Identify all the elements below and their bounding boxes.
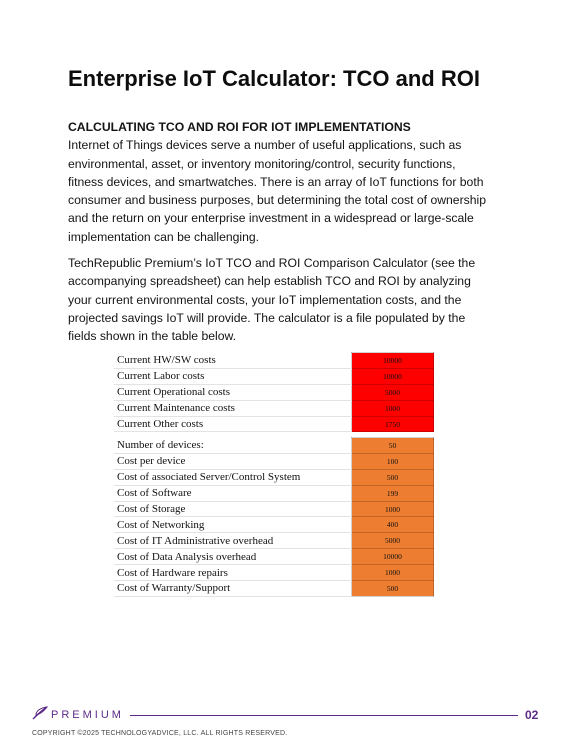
row-label: Current Maintenance costs bbox=[114, 400, 352, 416]
table-row bbox=[114, 517, 434, 533]
table-row bbox=[114, 565, 434, 581]
row-value: 1000 bbox=[352, 501, 434, 517]
row-label: Current Operational costs bbox=[114, 384, 352, 400]
row-label: Number of devices: bbox=[114, 438, 352, 454]
row-value: 400 bbox=[352, 517, 434, 533]
intro-section bbox=[68, 118, 488, 246]
row-value: 10000 bbox=[352, 368, 434, 384]
row-label: Cost of Warranty/Support bbox=[114, 581, 352, 597]
table-row bbox=[114, 416, 434, 432]
current-costs-table bbox=[114, 352, 434, 432]
table-row bbox=[114, 438, 434, 454]
copyright-notice: COPYRIGHT ©2025 TECHNOLOGYADVICE, LLC. ALL RIGHTS RESERVED. bbox=[32, 730, 288, 737]
row-label: Cost of Hardware repairs bbox=[114, 565, 352, 581]
row-value: 1750 bbox=[352, 416, 434, 432]
row-label: Cost per device bbox=[114, 453, 352, 469]
intro-paragraph: Internet of Things devices serve a number of useful applications, such as environmental, asset, or inventory monitoring/control, security functions, fitness devices, and smartwatches. There is an array of IoT functions for both consumer and business purposes, but determining the total cost of ownership and the return on your enterprise investment in a widespread or large-scale implementation can be challenging. bbox=[68, 138, 486, 244]
table-row bbox=[114, 353, 434, 369]
row-value: 5000 bbox=[352, 533, 434, 549]
table-row bbox=[114, 549, 434, 565]
row-label: Cost of Software bbox=[114, 485, 352, 501]
calculator-section bbox=[68, 254, 488, 345]
row-value: 199 bbox=[352, 485, 434, 501]
page-title: Enterprise IoT Calculator: TCO and ROI bbox=[68, 66, 480, 91]
row-label: Cost of IT Administrative overhead bbox=[114, 533, 352, 549]
table-row bbox=[114, 384, 434, 400]
table-row bbox=[114, 400, 434, 416]
table-row bbox=[114, 485, 434, 501]
row-value: 1000 bbox=[352, 400, 434, 416]
row-value: 50 bbox=[352, 438, 434, 454]
row-label: Cost of Networking bbox=[114, 517, 352, 533]
calculator-paragraph: TechRepublic Premium’s IoT TCO and ROI Comparison Calculator (see the accompanying spreadsheet) can help establish TCO and ROI by analyzing your current environmental costs, your IoT implementation costs, and the projected savings IoT will provide. The calculator is a file populated by the fields shown in the table below. bbox=[68, 256, 476, 344]
premium-logo bbox=[32, 707, 124, 723]
row-value: 1000 bbox=[352, 565, 434, 581]
row-label: Current Labor costs bbox=[114, 368, 352, 384]
footer-divider bbox=[130, 715, 518, 716]
row-label: Cost of Data Analysis overhead bbox=[114, 549, 352, 565]
table-row bbox=[114, 533, 434, 549]
section-heading: CALCULATING TCO AND ROI FOR IOT IMPLEMENTATIONS bbox=[68, 120, 411, 134]
table-row bbox=[114, 453, 434, 469]
row-value: 10000 bbox=[352, 353, 434, 369]
row-label: Cost of associated Server/Control System bbox=[114, 469, 352, 485]
row-label: Current Other costs bbox=[114, 416, 352, 432]
page-number: 02 bbox=[525, 708, 539, 722]
row-value: 10000 bbox=[352, 549, 434, 565]
row-label: Current HW/SW costs bbox=[114, 353, 352, 369]
table-row bbox=[114, 469, 434, 485]
table-row bbox=[114, 501, 434, 517]
iot-costs-table bbox=[114, 437, 434, 597]
logo-text: PREMIUM bbox=[51, 709, 124, 721]
table-row bbox=[114, 581, 434, 597]
row-value: 5000 bbox=[352, 384, 434, 400]
table-row bbox=[114, 368, 434, 384]
row-value: 100 bbox=[352, 453, 434, 469]
row-value: 500 bbox=[352, 469, 434, 485]
row-value: 500 bbox=[352, 581, 434, 597]
feather-icon bbox=[32, 706, 48, 725]
row-label: Cost of Storage bbox=[114, 501, 352, 517]
